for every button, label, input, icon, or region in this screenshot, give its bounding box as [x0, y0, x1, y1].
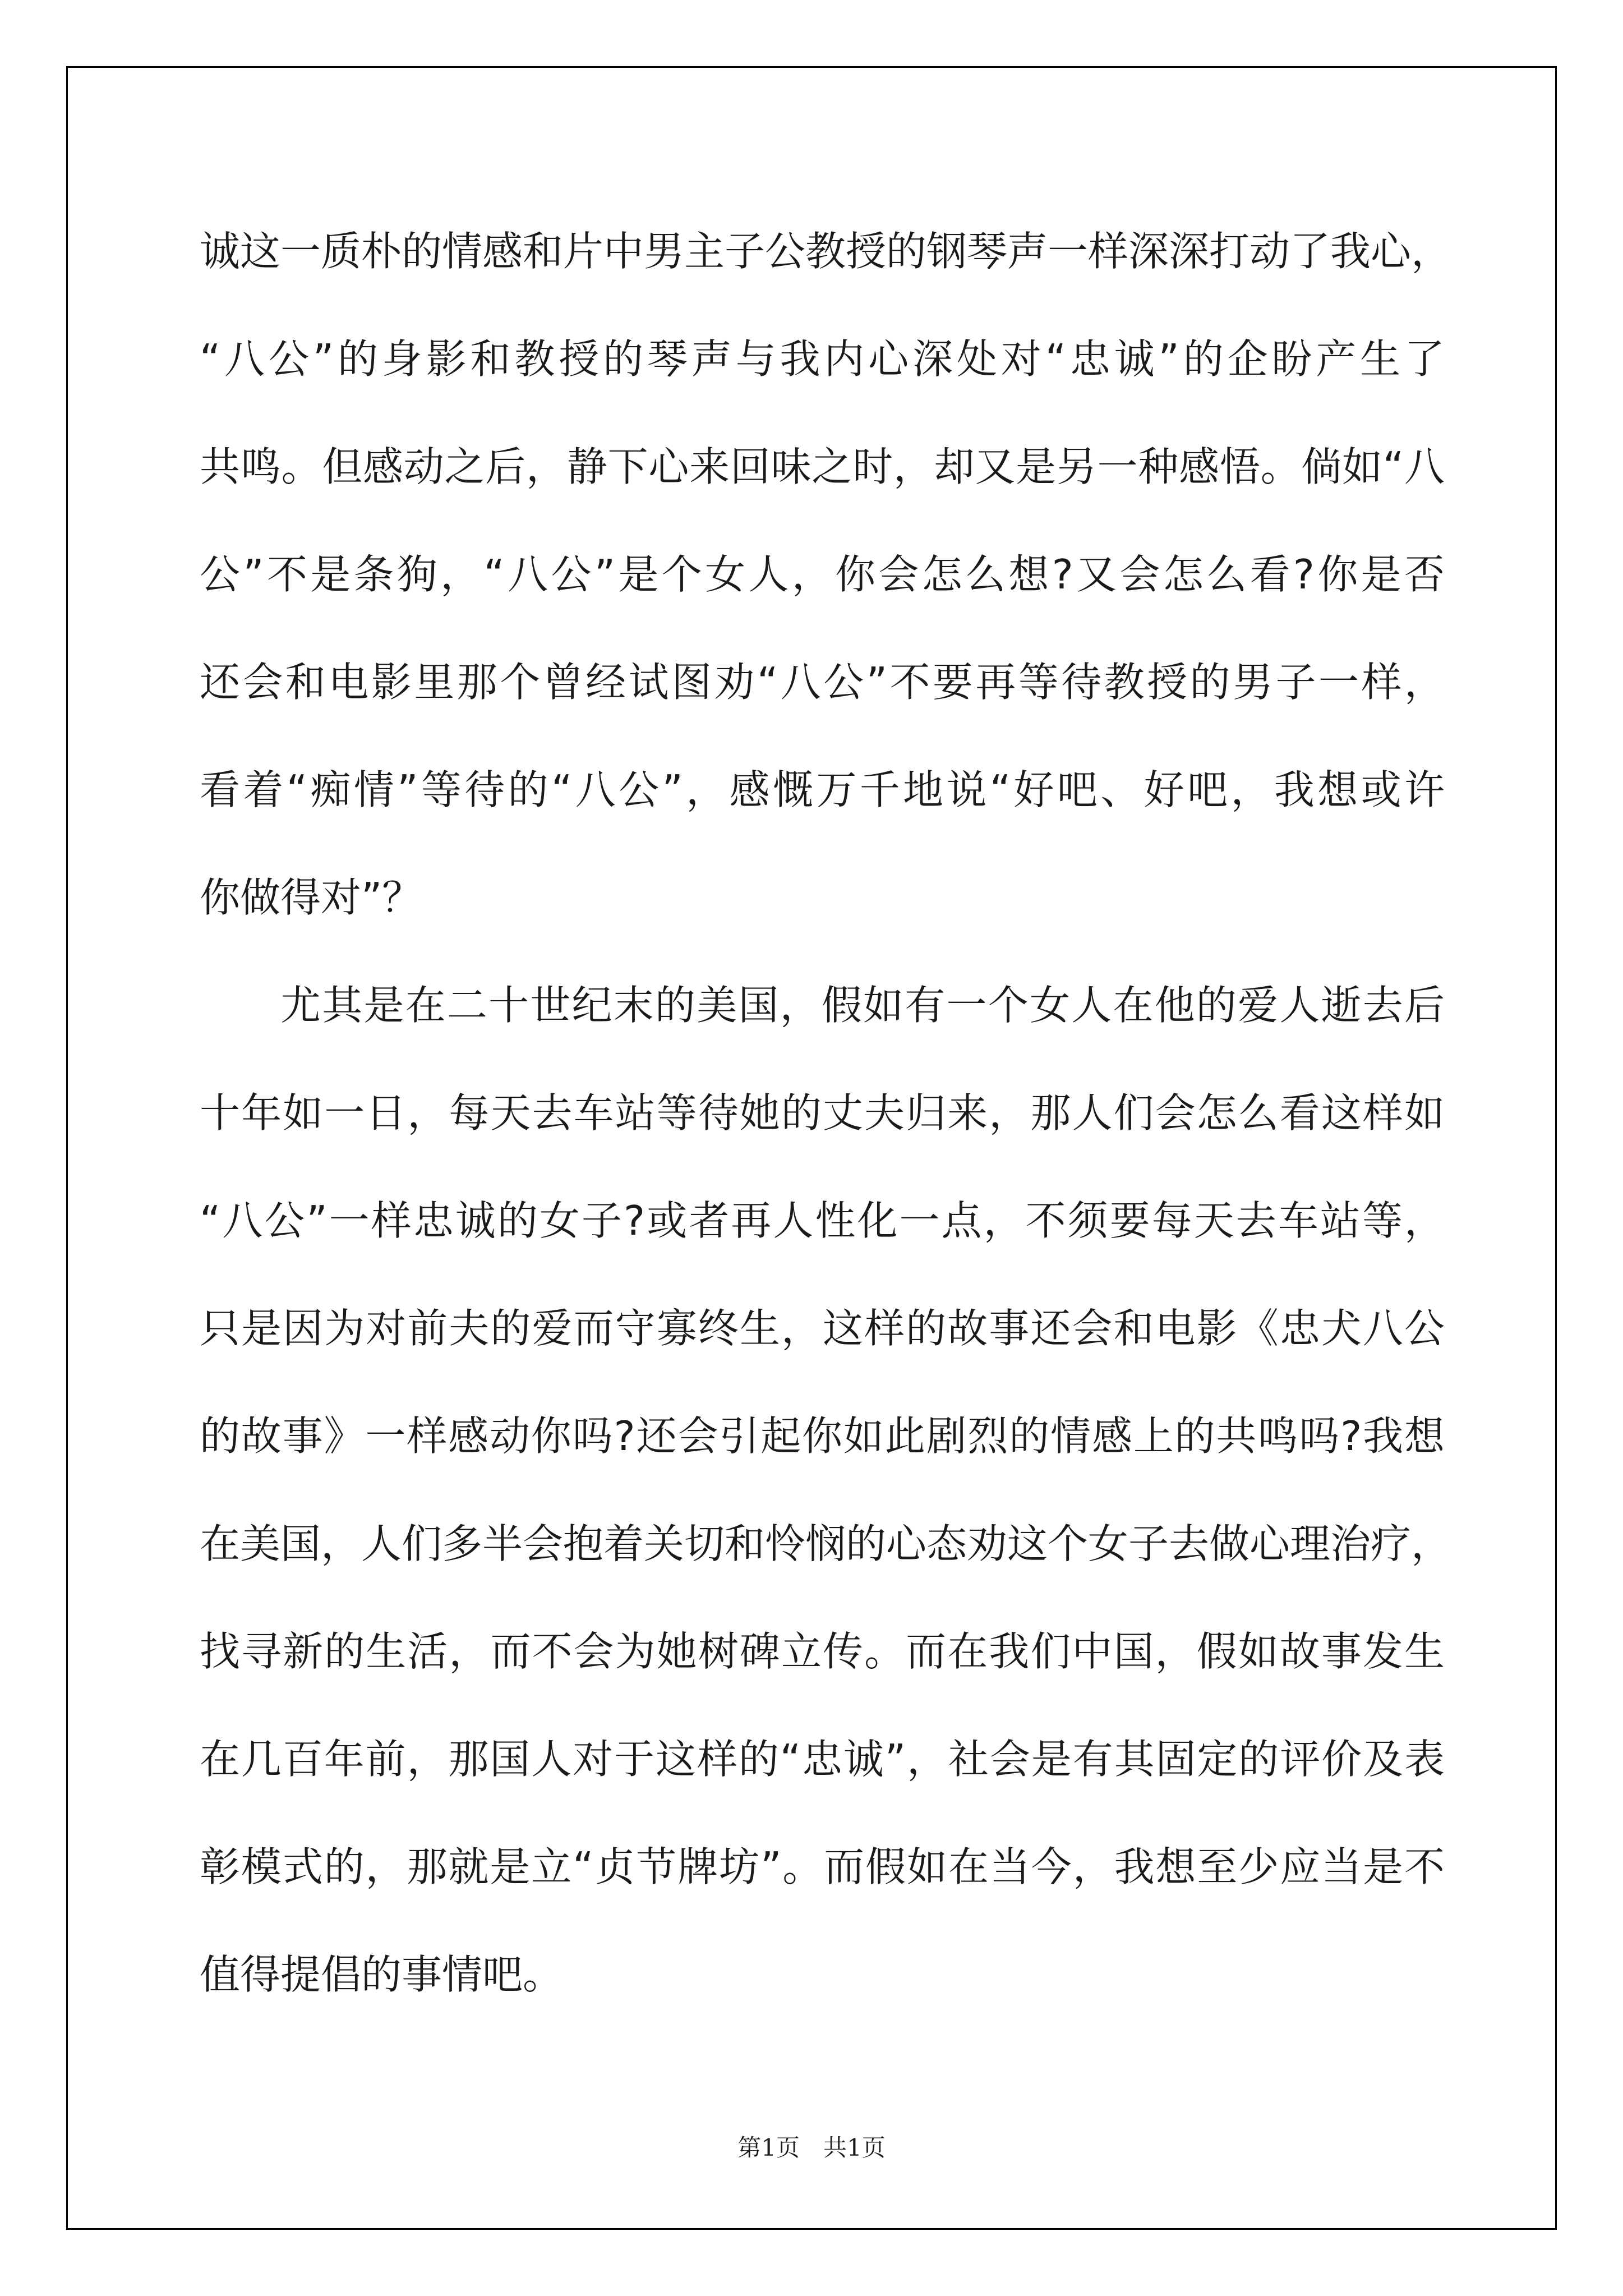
text-line: 你做得对”？	[200, 874, 423, 921]
text-line: 在几百年前，那国人对于这样的“忠诚”，社会是有其固定的评价及表	[200, 1736, 1445, 1783]
text-line: 尤其是在二十世纪末的美国，假如有一个女人在他的爱人逝去后	[280, 982, 1445, 1029]
text-line: 在美国，人们多半会抱着关切和怜悯的心态劝这个女子去做心理治疗，	[200, 1520, 1452, 1567]
text-line: 共鸣。但感动之后，静下心来回味之时，却又是另一种感悟。倘如“八	[200, 443, 1445, 490]
text-line: 只是因为对前夫的爱而守寡终生，这样的故事还会和电影《忠犬八公	[200, 1305, 1445, 1352]
text-line: 看着“痴情”等待的“八公”，感慨万千地说“好吧、好吧，我想或许	[200, 766, 1445, 813]
text-line: 还会和电影里那个曾经试图劝“八公”不要再等待教授的男子一样，	[200, 659, 1445, 706]
text-line: 找寻新的生活，而不会为她树碑立传。而在我们中国，假如故事发生	[200, 1628, 1445, 1675]
text-line: 公”不是条狗，“八公”是个女人，你会怎么想?又会怎么看?你是否	[200, 551, 1445, 598]
text-line: 的故事》一样感动你吗?还会引起你如此剧烈的情感上的共鸣吗?我想	[200, 1412, 1445, 1460]
text-line: 彰模式的，那就是立“贞节牌坊”。而假如在当今，我想至少应当是不	[200, 1843, 1445, 1890]
text-line: 十年如一日，每天去车站等待她的丈夫归来，那人们会怎么看这样如	[200, 1089, 1445, 1137]
text-line: 值得提倡的事情吧。	[200, 1951, 564, 1998]
text-line: “八公”一样忠诚的女子?或者再人性化一点，不须要每天去车站等，	[200, 1197, 1445, 1244]
text-line: “八公”的身影和教授的琴声与我内心深处对“忠诚”的企盼产生了	[200, 335, 1445, 383]
page-number-footer: 第1页 共1页	[737, 2134, 886, 2161]
text-line: 诚这一质朴的情感和片中男主子公教授的钢琴声一样深深打动了我心，	[200, 228, 1452, 275]
document-body	[200, 197, 1452, 2028]
